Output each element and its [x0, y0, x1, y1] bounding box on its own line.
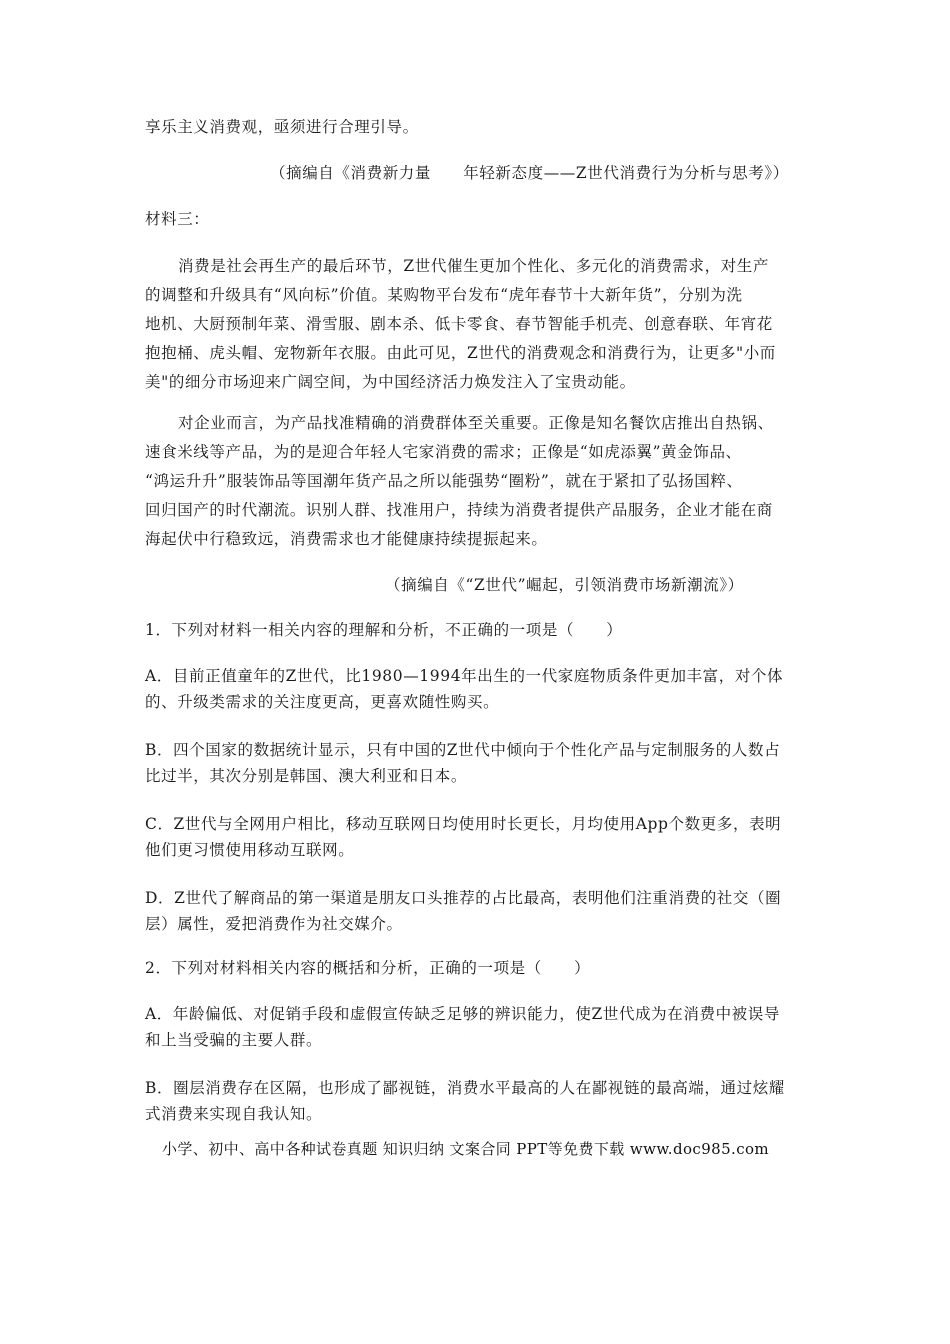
- question-2: 2．下列对材料相关内容的概括和分析，正确的一项是（ ）: [145, 959, 591, 977]
- text-line: 抱抱桶、虎头帽、宠物新年衣服。由此可见，Z世代的消费观念和消费行为，让更多"小而: [145, 344, 776, 362]
- option-2b: 式消费来实现自我认知。: [145, 1105, 323, 1123]
- section-heading: 材料三：: [145, 210, 210, 228]
- text-line: “鸿运升升”服装饰品等国潮年货产品之所以能强势“圈粉”，就在于紧扣了弘扬国粹、: [145, 472, 743, 490]
- text-line: 速食米线等产品，为的是迎合年轻人宅家消费的需求；正像是“如虎添翼”黄金饰品、: [145, 443, 742, 461]
- option-2b: B．圈层消费存在区隔，也形成了鄙视链，消费水平最高的人在鄙视链的最高端，通过炫耀: [145, 1079, 785, 1097]
- source-citation: （摘编自《“Z世代”崛起，引领消费市场新潮流》）: [385, 576, 744, 594]
- text-line: 美"的细分市场迎来广阔空间，为中国经济活力焕发注入了宝贵动能。: [145, 373, 636, 391]
- text-line: 消费是社会再生产的最后环节，Z世代催生更加个性化、多元化的消费需求，对生产: [178, 257, 769, 275]
- option-1c: C．Z世代与全网用户相比，移动互联网日均使用时长更长，月均使用App个数更多，表明: [145, 815, 782, 833]
- source-citation: （摘编自《消费新力量 年轻新态度——Z世代消费行为分析与思考》）: [270, 164, 789, 182]
- option-1c: 他们更习惯使用移动互联网。: [145, 841, 355, 859]
- option-2a: 和上当受骗的主要人群。: [145, 1031, 323, 1049]
- option-1a: A．目前正值童年的Z世代，比1980—1994年出生的一代家庭物质条件更加丰富，对个体: [145, 667, 784, 685]
- option-1a: 的、升级类需求的关注度更高，更喜欢随性购买。: [145, 693, 500, 711]
- option-2a: A．年龄偏低、对促销手段和虚假宣传缺乏足够的辨识能力，使Z世代成为在消费中被误导: [145, 1005, 780, 1023]
- text-line: 回归国产的时代潮流。识别人群、找准用户，持续为消费者提供产品服务，企业才能在商: [145, 501, 773, 519]
- option-1d: D．Z世代了解商品的第一渠道是朋友口头推荐的占比最高，表明他们注重消费的社交（圈: [145, 889, 782, 907]
- option-1d: 层）属性，爱把消费作为社交媒介。: [145, 915, 403, 933]
- option-1b: B．四个国家的数据统计显示，只有中国的Z世代中倾向于个性化产品与定制服务的人数占: [145, 741, 781, 759]
- text-line: 地机、大厨预制年菜、滑雪服、剧本杀、低卡零食、春节智能手机壳、创意春联、年宵花: [145, 315, 773, 333]
- text-line: 海起伏中行稳致远，消费需求也才能健康持续提振起来。: [145, 530, 548, 548]
- text-line: 享乐主义消费观，亟须进行合理引导。: [145, 118, 419, 136]
- footer-ad: 小学、初中、高中各种试卷真题 知识归纳 文案合同 PPT等免费下载 www.doc985.com: [162, 1140, 770, 1158]
- question-1: 1．下列对材料一相关内容的理解和分析，不正确的一项是（ ）: [145, 621, 623, 639]
- option-1b: 比过半，其次分别是韩国、澳大利亚和日本。: [145, 767, 468, 785]
- text-line: 的调整和升级具有“风向标”价值。某购物平台发布“虎年春节十大新年货”，分别为洗: [145, 286, 743, 304]
- text-line: 对企业而言，为产品找准精确的消费群体至关重要。正像是知名餐饮店推出自热锅、: [178, 414, 774, 432]
